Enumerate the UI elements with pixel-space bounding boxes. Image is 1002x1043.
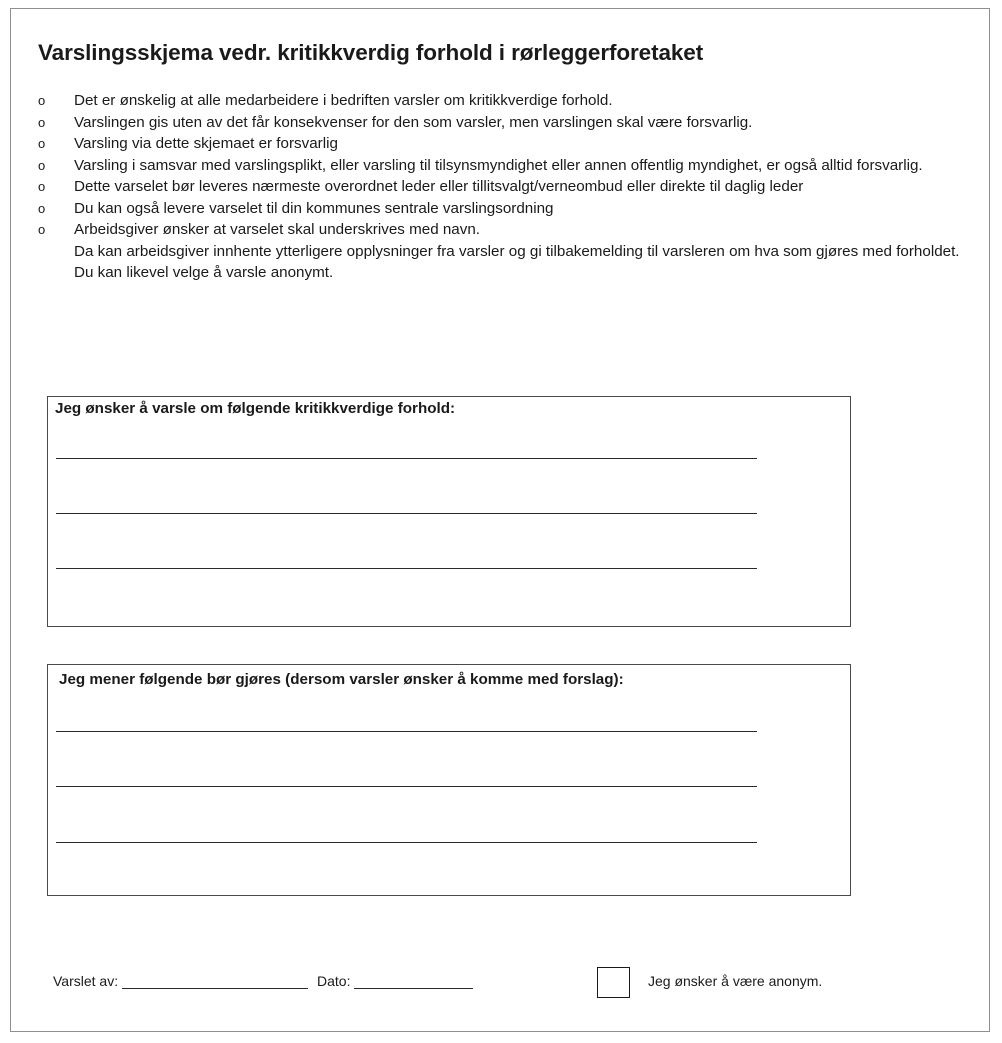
report-write-line[interactable] xyxy=(56,568,757,569)
instruction-text: Du kan også levere varselet til din kommunes sentrale varslingsordning xyxy=(74,199,554,217)
date-field xyxy=(317,973,473,989)
suggestion-write-line[interactable] xyxy=(56,842,757,843)
bullet-marker: o xyxy=(38,93,46,108)
suggestion-write-line[interactable] xyxy=(56,786,757,787)
form-title: Varslingsskjema vedr. kritikkverdig forhold i rørleggerforetaket xyxy=(38,40,704,65)
suggestion-box-heading: Jeg mener følgende bør gjøres (dersom varsler ønsker å komme med forslag): xyxy=(59,671,624,688)
anonymous-label: Jeg ønsker å være anonym. xyxy=(648,973,823,989)
instruction-item xyxy=(38,219,973,284)
instruction-item xyxy=(38,198,973,220)
instructions-list xyxy=(38,90,973,284)
report-box[interactable] xyxy=(47,396,851,627)
suggestion-write-line[interactable] xyxy=(56,731,757,732)
bullet-marker: o xyxy=(38,136,46,151)
instruction-item xyxy=(38,112,973,134)
anonymous-checkbox[interactable] xyxy=(597,967,630,998)
reported-by-input-line[interactable] xyxy=(122,974,308,989)
instruction-text: Det er ønskelig at alle medarbeidere i bedriften varsler om kritikkverdige forhold. xyxy=(74,92,613,109)
bullet-marker: o xyxy=(38,114,46,130)
reported-by-label: Varslet av: xyxy=(53,973,119,989)
suggestion-box[interactable] xyxy=(47,664,851,896)
instruction-text: Dette varselet bør leveres nærmeste overordnet leder eller tillitsvalgt/verneombud eller direkte til daglig leder xyxy=(74,178,804,195)
report-write-line[interactable] xyxy=(56,458,757,459)
instruction-item xyxy=(38,155,973,177)
report-box-heading: Jeg ønsker å varsle om følgende kritikkverdige forhold: xyxy=(55,400,456,417)
instruction-text: Arbeidsgiver ønsker at varselet skal underskrives med navn. xyxy=(74,221,481,238)
report-write-line[interactable] xyxy=(56,513,757,514)
bullet-marker: o xyxy=(38,222,46,237)
instruction-item xyxy=(38,176,973,198)
signature-row xyxy=(53,973,473,989)
instruction-item xyxy=(38,90,973,112)
bullet-marker: o xyxy=(38,179,46,194)
instruction-continuation: Da kan arbeidsgiver innhente ytterligere opplysninger fra varsler og gi tilbakemelding til varsleren om hva som gjøres med forholdet. Du kan likevel velge å varsle anonymt. xyxy=(74,242,960,281)
reported-by-field xyxy=(53,973,308,989)
instruction-text: Varslingen gis uten av det får konsekvenser for den som varsler, men varslingen skal være forsvarlig. xyxy=(74,113,753,131)
date-input-line[interactable] xyxy=(354,974,473,989)
bullet-marker: o xyxy=(38,157,46,173)
instruction-text: Varsling via dette skjemaet er forsvarlig xyxy=(74,135,338,152)
instruction-text: Varsling i samsvar med varslingsplikt, eller varsling til tilsynsmyndighet eller annen offentlig myndighet, er også alltid forsvarlig. xyxy=(74,156,923,174)
date-label: Dato: xyxy=(317,973,351,989)
bullet-marker: o xyxy=(38,200,46,216)
instruction-item xyxy=(38,133,973,155)
